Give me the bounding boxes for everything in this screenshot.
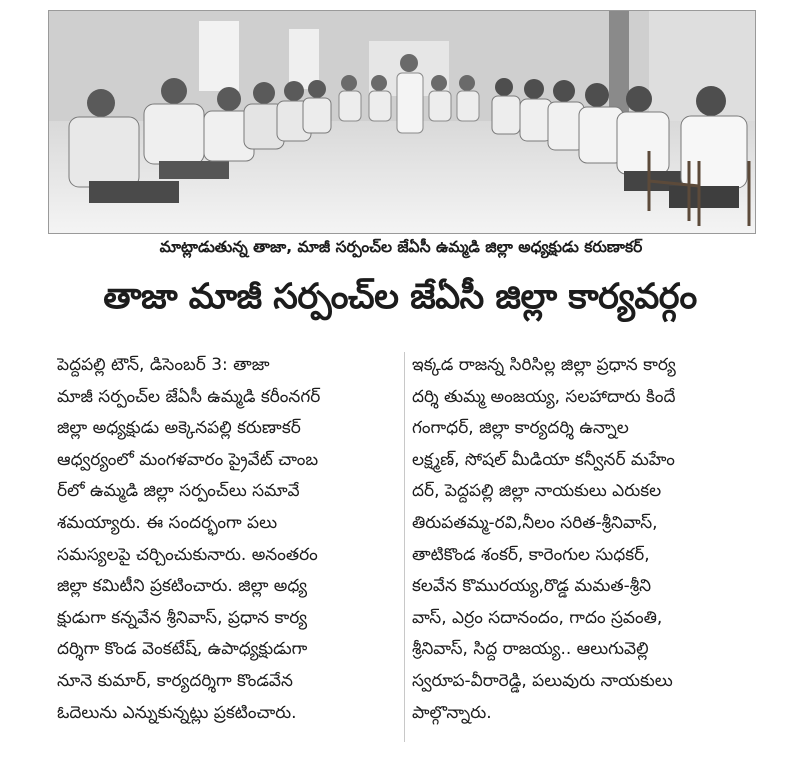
article-line: దర్‌, పెద్దపల్లి జిల్లా నాయకులు ఎరుకల	[412, 481, 662, 502]
photo-caption: మాట్లాడుతున్న తాజా, మాజీ సర్పంచ్‌ల జేఏసీ ఉమ్మడి జిల్లా అధ్యక్షుడు కరుణాకర్	[159, 238, 643, 256]
article-line: ఓదెలును ఎన్నుకున్నట్లు ప్రకటించారు.	[57, 702, 297, 723]
article-line: శ్రీనివాస్‌, సిద్ద రాజయ్య.. ఆలుగువెల్లి	[412, 639, 649, 660]
article-line: నూనె కుమార్‌, కార్యదర్శిగా కొండవేన	[57, 670, 293, 691]
article-line: క్షుడుగా కన్నవేన శ్రీనివాస్‌, ప్రధాన కార్య	[57, 607, 308, 628]
article-line: వాస్‌, ఎర్రం సదానందం, గాదం స్రవంతి,	[412, 607, 663, 628]
article-line: దర్శి తుమ్మ అంజయ్య, సలహాదారు కిందే	[412, 386, 676, 407]
article-line: కలవేన కొమురయ్య,రొడ్డ మమత-శ్రీని	[412, 576, 652, 597]
article-line: సమస్యలపై చర్చించుకునారు. అనంతరం	[57, 544, 318, 565]
article-line: పెద్దపల్లి టౌన్‌, డిసెంబర్‌ 3: తాజా	[57, 355, 270, 375]
article-line: జిల్లా అధ్యక్షుడు అక్కెనపల్లి కరుణాకర్‌	[57, 418, 301, 439]
article-column-right	[412, 350, 758, 729]
article-line: మాజీ సర్పంచ్‌ల జేఏసీ ఉమ్మడి కరీంనగర్‌	[57, 386, 321, 407]
column-divider	[404, 352, 405, 742]
article-line: ర్‌లో ఉమ్మడి జిల్లా సర్పంచ్‌లు సమావే	[57, 481, 300, 502]
headline: తాజా మాజీ సర్పంచ్‌ల జేఏసీ జిల్లా కార్యవర్గం	[103, 277, 697, 317]
article-line: తిరుపతమ్మ-రవి,నీలం సరిత-శ్రీనివాస్‌,	[412, 512, 658, 533]
article-line: గంగాధర్‌, జిల్లా కార్యదర్శి ఉన్నాల	[412, 418, 629, 439]
article-line: లక్ష్మణ్‌, సోషల్‌ మీడియా కన్వీనర్‌ మహేం	[412, 449, 675, 470]
article-line: ఇక్కడ రాజన్న సిరిసిల్ల జిల్లా ప్రధాన కార్య	[412, 355, 676, 375]
meeting-photo-illustration	[49, 11, 755, 233]
article-line: స్వరూప-వీరారెడ్డి, పలువురు నాయకులు	[412, 670, 673, 691]
article-column-left	[57, 350, 400, 729]
article-line: దర్శిగా కొండ వెంకటేష్‌, ఉపాధ్యక్షుడుగా	[57, 639, 308, 660]
article-line: ఆధ్వర్యంలో మంగళవారం ప్రైవేట్‌ చాంబ	[57, 449, 319, 470]
article-line: తాటికొండ శంకర్‌, కారెంగుల సుధకర్‌,	[412, 544, 650, 565]
article-line: శమయ్యారు. ఈ సందర్భంగా పలు	[57, 512, 278, 533]
article-line: జిల్లా కమిటీని ప్రకటించారు. జిల్లా అధ్య	[57, 576, 308, 597]
article-photo	[48, 10, 756, 234]
article-line: పాల్గొన్నారు.	[412, 702, 492, 723]
